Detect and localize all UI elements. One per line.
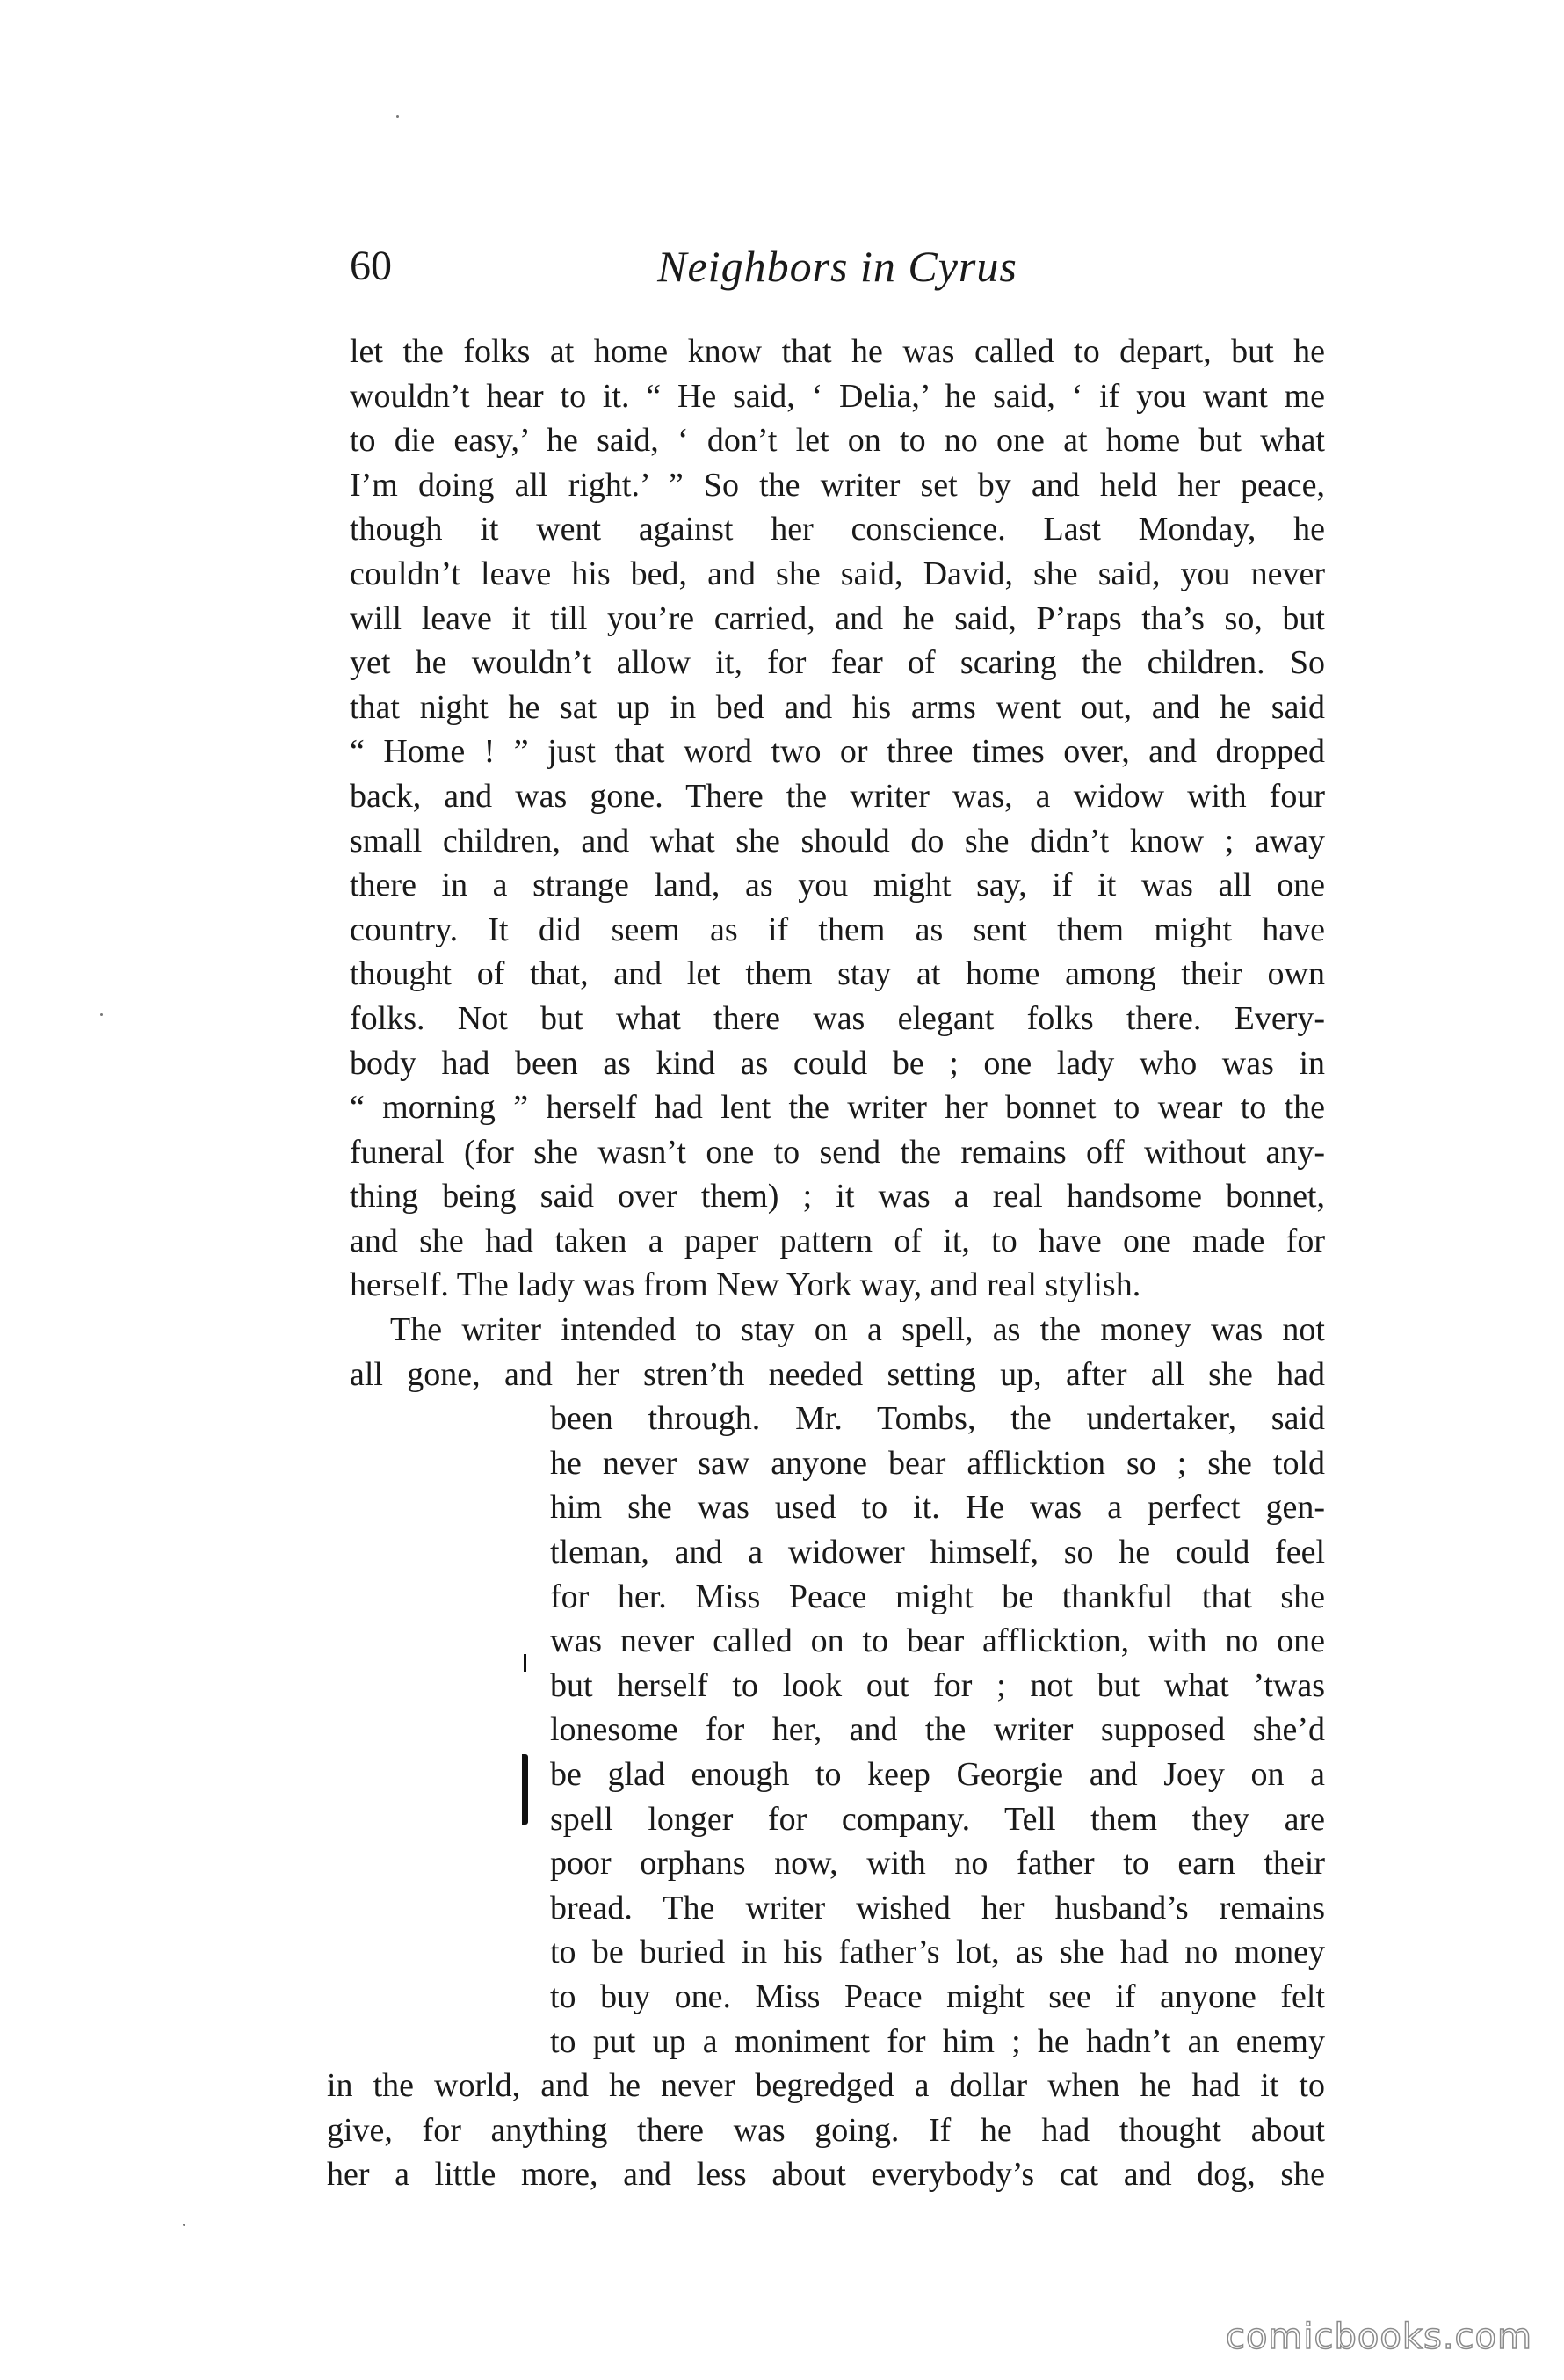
text-line: been through. Mr. Tombs, the undertaker, said — [550, 1400, 1325, 1438]
text-line: The writer intended to stay on a spell, as the money was not — [390, 1311, 1325, 1349]
text-line: he never saw anyone bear afflicktion so ; she told — [550, 1444, 1325, 1482]
text-line: was never called on to bear afflicktion, with no one — [550, 1622, 1325, 1660]
body-text — [327, 330, 1325, 2197]
text-line: herself. The lady was from New York way, and real stylish. — [350, 1266, 1141, 1304]
text-line: in the world, and he never begredged a dollar when he had it to — [327, 2067, 1325, 2105]
text-line: to die easy,’ he said, ‘ don’t let on to no one at home but what — [350, 422, 1325, 460]
print-speck — [183, 2224, 185, 2226]
text-line: I’m doing all right.’ ” So the writer set by and held her peace, — [350, 466, 1325, 504]
text-line: small children, and what she should do she didn’t know ; away — [350, 822, 1325, 860]
text-line: body had been as kind as could be ; one lady who was in — [350, 1044, 1325, 1082]
text-line: spell longer for company. Tell them they are — [550, 1800, 1325, 1838]
page-number: 60 — [350, 243, 392, 289]
margin-mark — [522, 1754, 528, 1825]
text-line: to buy one. Miss Peace might see if anyone felt — [550, 1977, 1325, 2015]
running-head — [350, 236, 1325, 297]
text-line: all gone, and her stren’th needed setting up, after all she had — [350, 1355, 1325, 1393]
text-line: funeral (for she wasn’t one to send the remains off without any- — [350, 1133, 1325, 1171]
text-line: poor orphans now, with no father to earn their — [550, 1845, 1325, 1883]
margin-mark — [524, 1654, 526, 1672]
text-line: thought of that, and let them stay at home among their own — [350, 955, 1325, 993]
text-line: him she was used to it. He was a perfect gen- — [550, 1489, 1325, 1527]
text-line: but herself to look out for ; not but what ’twas — [550, 1666, 1325, 1704]
text-line: back, and was gone. There the writer was, a widow with four — [350, 777, 1325, 815]
text-line: lonesome for her, and the writer supposed she’d — [550, 1711, 1325, 1749]
text-line: “ Home ! ” just that word two or three times over, and dropped — [350, 733, 1325, 771]
text-line: let the folks at home know that he was called to depart, but he — [350, 333, 1325, 370]
text-line: thing being said over them) ; it was a real handsome bonnet, — [350, 1178, 1325, 1215]
text-line: “ morning ” herself had lent the writer her bonnet to wear to the — [350, 1089, 1325, 1127]
text-line: to put up a moniment for him ; he hadn’t an enemy — [550, 2022, 1325, 2060]
text-line: give, for anything there was going. If he had thought about — [327, 2111, 1325, 2149]
text-line: bread. The writer wished her husband’s remains — [550, 1889, 1325, 1926]
text-line: for her. Miss Peace might be thankful that she — [550, 1578, 1325, 1615]
text-line: folks. Not but what there was elegant folks there. Every- — [350, 999, 1325, 1037]
text-line: wouldn’t hear to it. “ He said, ‘ Delia,’ he said, ‘ if you want me — [350, 377, 1325, 415]
text-line: to be buried in his father’s lot, as she had no money — [550, 1934, 1325, 1971]
text-line: her a little more, and less about everybody’s cat and dog, she — [327, 2156, 1325, 2194]
running-title: Neighbors in Cyrus — [657, 242, 1017, 291]
text-line: country. It did seem as if them as sent them might have — [350, 911, 1325, 948]
text-line: and she had taken a paper pattern of it, to have one made for — [350, 1222, 1325, 1259]
print-speck — [100, 1013, 103, 1016]
text-line: there in a strange land, as you might say, if it was all one — [350, 867, 1325, 904]
text-line: will leave it till you’re carried, and he said, P’raps tha’s so, but — [350, 599, 1325, 637]
text-line: yet he wouldn’t allow it, for fear of scaring the children. So — [350, 644, 1325, 682]
text-line: though it went against her conscience. Last Monday, he — [350, 511, 1325, 548]
text-line: be glad enough to keep Georgie and Joey on a — [550, 1756, 1325, 1793]
text-line: tleman, and a widower himself, so he could feel — [550, 1534, 1325, 1571]
watermark: comicbooks.com — [1225, 2317, 1532, 2357]
text-line: that night he sat up in bed and his arms went out, and he said — [350, 688, 1325, 726]
print-speck — [396, 115, 399, 118]
text-line: couldn’t leave his bed, and she said, David, she said, you never — [350, 555, 1325, 592]
